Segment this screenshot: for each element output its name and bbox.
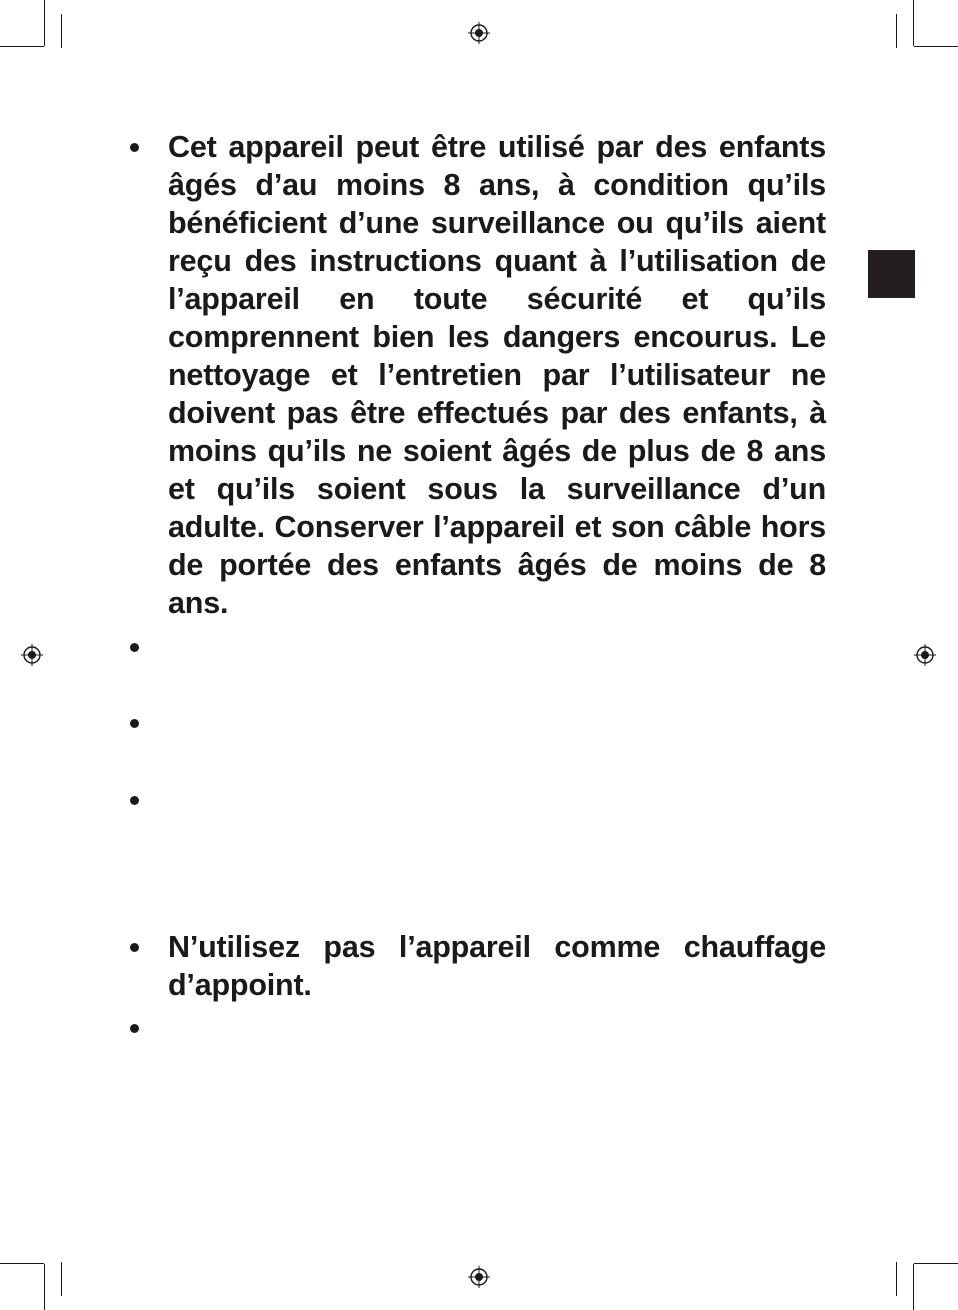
bullet-icon (130, 943, 139, 952)
bullet-icon (130, 719, 139, 728)
crop-mark (896, 1262, 897, 1296)
bullet-icon (130, 143, 139, 152)
crop-mark (896, 14, 897, 48)
language-section-tab (868, 250, 915, 298)
registration-mark-icon (468, 1266, 490, 1288)
bullet-icon (130, 796, 139, 805)
registration-mark-icon (468, 22, 490, 44)
registration-mark-icon (21, 644, 43, 666)
crop-mark (0, 1263, 44, 1264)
list-item-text: Cet appareil peut être utilisé par des enfants âgés d’au moins 8 ans, à condition qu’ils bénéficient d’une surveillance ou qu’ils aient reçu des instructions quant à l’utilisation de l’appareil en toute sécurité et qu’ils comprennent bien les dangers encourus. Le nettoyage et l’entretien par l’utilisateur ne doivent pas être effectués par des enfants, à moins qu’ils ne soient âgés de plus de 8 ans et qu’ils soient sous la surveillance d’un adulte. Conserver l’appareil et son câble hors de portée des enfants âgés de moins de 8 ans. (168, 130, 826, 620)
crop-mark (44, 1264, 45, 1310)
crop-mark (913, 1264, 914, 1310)
list-item-text: N’utilisez pas l’appareil comme chauffage d’appoint. (168, 930, 826, 1002)
crop-mark (61, 1262, 62, 1296)
crop-mark (0, 46, 44, 47)
crop-mark (44, 0, 45, 46)
crop-mark (914, 46, 958, 47)
crop-mark (914, 1263, 958, 1264)
bullet-icon (130, 1024, 139, 1033)
registration-mark-icon (914, 644, 936, 666)
crop-mark (61, 14, 62, 48)
bullet-icon (130, 643, 139, 652)
crop-mark (913, 0, 914, 46)
